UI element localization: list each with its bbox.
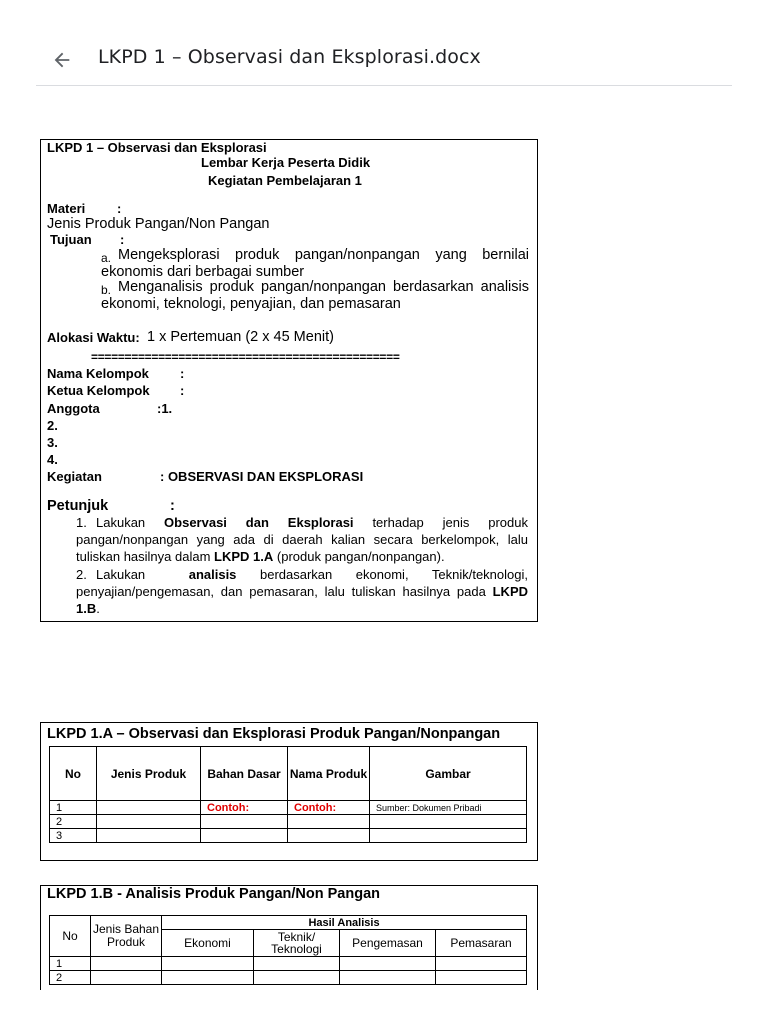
cell[interactable] xyxy=(370,829,527,843)
lkpd1a-heading: LKPD 1.A – Observasi dan Eksplorasi Produk Pangan/Nonpangan xyxy=(47,726,501,742)
cell[interactable] xyxy=(254,971,340,985)
ketua-kelompok-colon: : xyxy=(180,383,185,398)
cell[interactable] xyxy=(201,829,288,843)
materi-value: Jenis Produk Pangan/Non Pangan xyxy=(47,216,270,232)
cell[interactable] xyxy=(340,971,436,985)
instruction-2-bold: analisis xyxy=(188,567,237,582)
instruction-1 xyxy=(76,514,528,565)
cell[interactable] xyxy=(91,957,162,971)
tujuan-a-marker: a. xyxy=(101,251,112,265)
tujuan-b-marker: b. xyxy=(101,283,112,297)
cell[interactable] xyxy=(97,801,201,815)
sub-header-cell: Pemasaran xyxy=(436,930,527,957)
back-button[interactable] xyxy=(44,44,80,76)
header-divider xyxy=(36,85,732,86)
cell[interactable] xyxy=(436,971,527,985)
instruction-1-marker: 1. xyxy=(76,515,87,530)
tujuan-b-text: Menganalisis produk pangan/nonpangan berdasarkan analisis ekonomi, teknologi, penyajian, dan pemasaran xyxy=(101,279,529,312)
instruction-2-mid: berdasarkan ekonomi, Teknik/teknologi, penyajian/pengemasan, dan pemasaran, lalu tuliskan hasilnya pada xyxy=(76,567,528,599)
lkpd1-box xyxy=(40,139,538,622)
alokasi-value: 1 x Pertemuan (2 x 45 Menit) xyxy=(147,329,334,345)
lkpd1-heading: LKPD 1 – Observasi dan Eksplorasi xyxy=(47,140,267,155)
cell[interactable] xyxy=(436,957,527,971)
instruction-1-bold: Observasi dan Eksplorasi xyxy=(164,515,354,530)
cell[interactable] xyxy=(162,957,254,971)
header-cell: Bahan Dasar xyxy=(201,747,288,801)
instruction-2-ref: LKPD 1.B xyxy=(76,584,528,616)
instruction-2-end: . xyxy=(96,601,100,616)
example-label: Contoh: xyxy=(288,801,370,815)
kegiatan-label: Kegiatan xyxy=(47,469,102,484)
anggota-4: 4. xyxy=(47,452,58,467)
lkpd1b-box xyxy=(40,885,538,990)
separator-line: ============================================== xyxy=(91,350,400,364)
table-row xyxy=(50,957,527,971)
header-cell: Nama Produk xyxy=(288,747,370,801)
nama-kelompok-label: Nama Kelompok xyxy=(47,366,149,381)
row-no: 2 xyxy=(50,971,91,985)
materi-colon: : xyxy=(117,201,122,216)
instruction-1-ref: LKPD 1.A xyxy=(214,549,274,564)
col-no-header: No xyxy=(50,916,91,957)
cell[interactable] xyxy=(162,971,254,985)
document-title: LKPD 1 – Observasi dan Eksplorasi.docx xyxy=(98,46,481,68)
table-row xyxy=(50,801,527,815)
sub-header-cell: Teknik/ Teknologi xyxy=(254,930,340,957)
col-hasil-header: Hasil Analisis xyxy=(162,916,527,930)
cell[interactable] xyxy=(97,829,201,843)
lkpd1a-box xyxy=(40,722,538,861)
instruction-1-end: (produk pangan/nonpangan). xyxy=(276,549,445,564)
instruction-2-pre: Lakukan xyxy=(96,567,146,582)
header-cell: Jenis Produk xyxy=(97,747,201,801)
cell[interactable] xyxy=(288,829,370,843)
lkpd1a-table xyxy=(49,746,527,843)
image-source-note: Sumber: Dokumen Pribadi xyxy=(370,801,527,815)
petunjuk-colon: : xyxy=(170,498,175,514)
nama-kelompok-colon: : xyxy=(180,366,185,381)
lkpd1b-heading: LKPD 1.B - Analisis Produk Pangan/Non Pangan xyxy=(47,886,381,902)
materi-label: Materi xyxy=(47,201,86,216)
row-no: 2 xyxy=(50,815,97,829)
header-cell: Gambar xyxy=(370,747,527,801)
header-cell: No xyxy=(50,747,97,801)
instruction-2-marker: 2. xyxy=(76,567,87,582)
instruction-2 xyxy=(76,566,528,617)
table-row xyxy=(50,971,527,985)
lkpd1b-table xyxy=(49,915,527,985)
tujuan-a-text: Mengeksplorasi produk pangan/nonpangan yang bernilai ekonomis dari berbagai sumber xyxy=(101,247,529,280)
top-bar xyxy=(0,0,768,86)
cell[interactable] xyxy=(288,815,370,829)
anggota-2: 2. xyxy=(47,418,58,433)
row-no: 1 xyxy=(50,801,97,815)
col-jenis-header: Jenis Bahan Produk xyxy=(91,916,162,957)
anggota-first: :1. xyxy=(157,401,173,416)
arrow-left-icon xyxy=(51,49,73,71)
cell[interactable] xyxy=(254,957,340,971)
lkpd1b-header-row-1 xyxy=(50,916,527,930)
instruction-1-pre: Lakukan xyxy=(96,515,146,530)
tujuan-colon: : xyxy=(120,232,125,247)
table-row xyxy=(50,815,527,829)
tujuan-label: Tujuan xyxy=(50,232,92,247)
cell[interactable] xyxy=(91,971,162,985)
lkpd1-subtitle-1: Lembar Kerja Peserta Didik xyxy=(201,155,371,170)
cell[interactable] xyxy=(97,815,201,829)
ketua-kelompok-label: Ketua Kelompok xyxy=(47,383,150,398)
lkpd1a-header-row xyxy=(50,747,527,801)
cell[interactable] xyxy=(340,957,436,971)
sub-header-cell: Pengemasan xyxy=(340,930,436,957)
instruction-1-mid: terhadap jenis produk pangan/nonpangan yang ada di daerah kalian secara berkelompok, lalu tuliskan hasilnya dalam xyxy=(76,515,528,564)
sub-header-cell: Ekonomi xyxy=(162,930,254,957)
cell[interactable] xyxy=(370,815,527,829)
row-no: 3 xyxy=(50,829,97,843)
row-no: 1 xyxy=(50,957,91,971)
alokasi-label: Alokasi Waktu: xyxy=(47,330,140,345)
lkpd1-subtitle-2: Kegiatan Pembelajaran 1 xyxy=(208,173,362,188)
cell[interactable] xyxy=(201,815,288,829)
petunjuk-label: Petunjuk xyxy=(47,498,109,514)
anggota-label: Anggota xyxy=(47,401,100,416)
kegiatan-value: : OBSERVASI DAN EKSPLORASI xyxy=(160,469,364,484)
table-row xyxy=(50,829,527,843)
anggota-3: 3. xyxy=(47,435,58,450)
example-label: Contoh: xyxy=(201,801,288,815)
